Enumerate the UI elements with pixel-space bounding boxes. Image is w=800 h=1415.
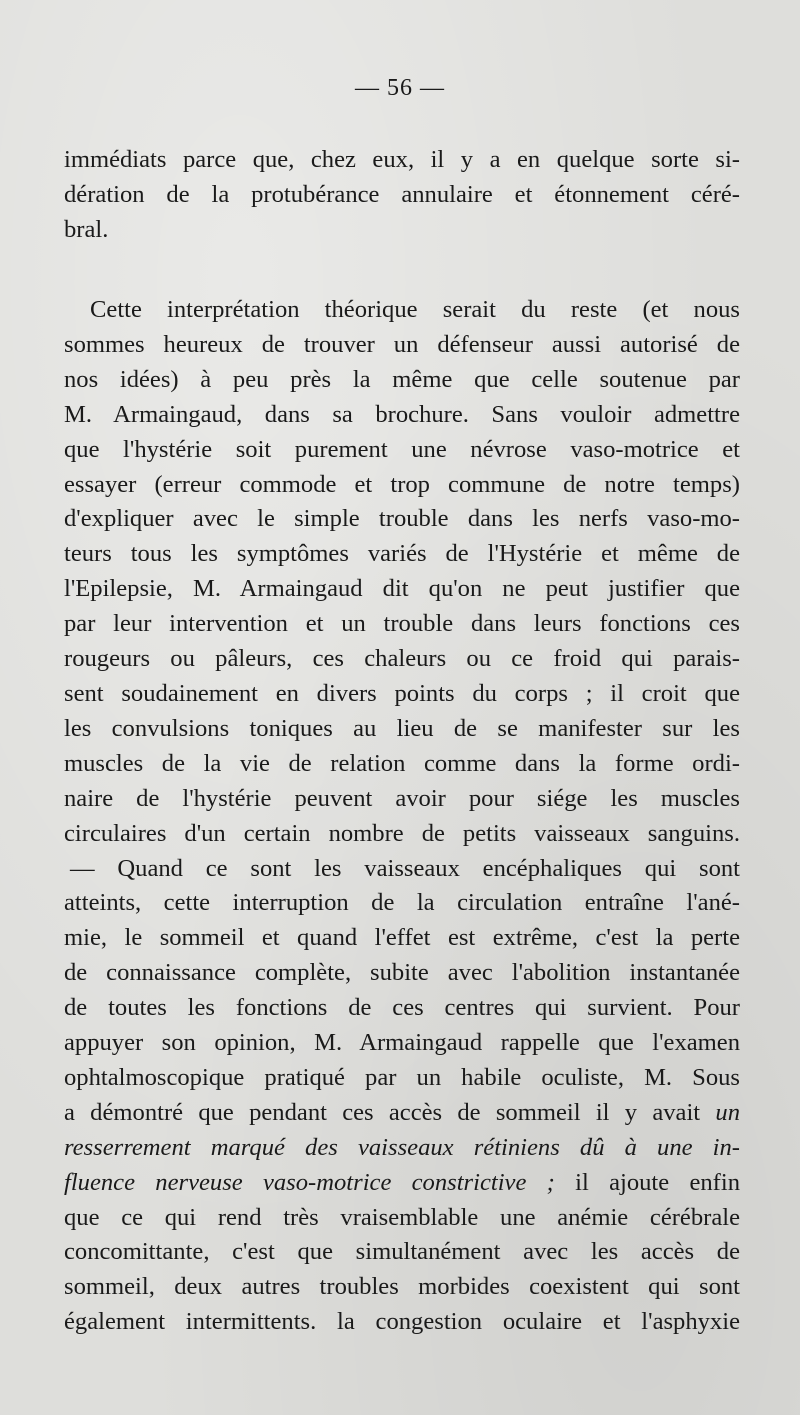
text-line: Cette interprétation théorique serait du reste (et nous [90,296,740,323]
text-line: que l'hystérie soit purement une névrose vaso-motrice et [64,435,740,463]
text-line: mie, le sommeil et quand l'effet est extrême, c'est la perte [64,924,740,952]
text-line-roman: il ajoute enfin [575,1168,740,1196]
text-line-roman: a démontré que pendant ces accès de sommeil il y avait [64,1098,701,1126]
text-line: naire de l'hystérie peuvent avoir pour siége les muscles [64,784,740,812]
text-line: atteints, cette interruption de la circulation entraîne l'ané- [64,889,740,917]
text-line: également intermittents. la congestion oculaire et l'asphyxie [64,1308,740,1336]
text-line: dération de la protubérance annulaire et étonnement céré- [64,180,740,208]
italic-text: fluence nerveuse vaso-motrice constrictive ; [64,1168,555,1196]
text-line: concomittante, c'est que simultanément avec les accès de [64,1238,740,1266]
page-number: — 56 — [355,75,445,101]
text-line: les convulsions toniques au lieu de se manifester sur les [64,714,740,742]
paragraph-2 [64,293,740,1340]
text-line: appuyer son opinion, M. Armaingaud rappelle que l'examen [64,1029,740,1057]
text-line: immédiats parce que, chez eux, il y a en quelque sorte si- [64,146,740,173]
text-line: muscles de la vie de relation comme dans la forme ordi- [64,749,740,777]
text-line: rougeurs ou pâleurs, ces chaleurs ou ce froid qui parais- [64,645,740,673]
text-line: sommeil, deux autres troubles morbides coexistent qui sont [64,1273,740,1301]
text-line: l'Epilepsie, M. Armaingaud dit qu'on ne peut justifier que [64,575,740,603]
text-line: de connaissance complète, subite avec l'abolition instantanée [64,959,740,987]
text-line: que ce qui rend très vraisemblable une anémie cérébrale [64,1203,740,1231]
italic-text: un [715,1098,740,1126]
text-line: par leur intervention et un trouble dans leurs fonctions ces [64,610,740,638]
text-line: d'expliquer avec le simple trouble dans les nerfs vaso-mo- [64,505,740,533]
text-line: essayer (erreur commode et trop commune de notre temps) [64,470,740,498]
text-line: M. Armaingaud, dans sa brochure. Sans vouloir admettre [64,400,740,428]
text-line [64,1096,740,1131]
italic-text-line: resserrement marqué des vaisseaux rétiniens dû à une in- [64,1133,740,1161]
text-line: sent soudainement en divers points du corps ; il croit que [64,679,740,707]
text-line: teurs tous les symptômes variés de l'Hystérie et même de [64,540,740,568]
text-line [64,1166,740,1201]
text-line: circulaires d'un certain nombre de petits vaisseaux sanguins. [64,819,740,847]
text-line: ophtalmoscopique pratiqué par un habile oculiste, M. Sous [64,1063,740,1091]
text-line: nos idées) à peu près la même que celle soutenue par [64,365,740,393]
text-line: de toutes les fonctions de ces centres qui survient. Pour [64,994,740,1022]
paragraph-1 [64,143,740,248]
text-line: — Quand ce sont les vaisseaux encéphaliques qui sont [70,854,740,882]
text-line: bral. [64,215,109,243]
text-line: sommes heureux de trouver un défenseur aussi autorisé de [64,330,740,358]
